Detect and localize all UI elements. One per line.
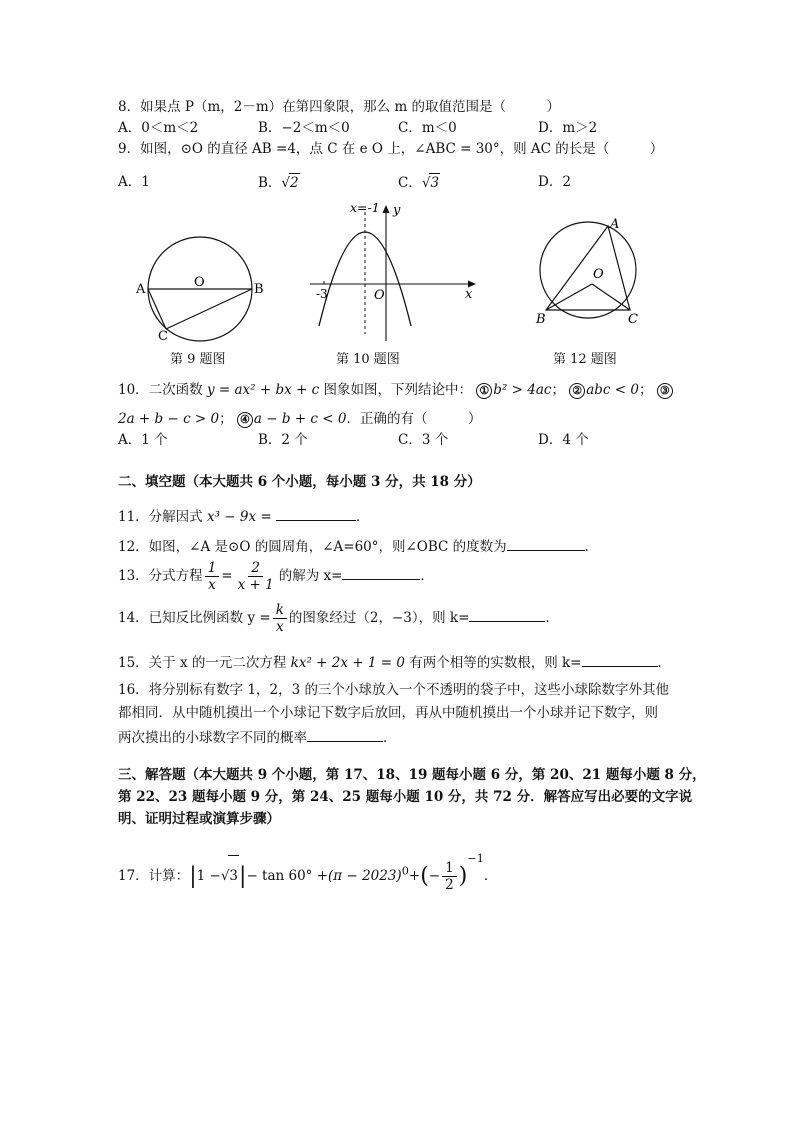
fig12-label-b: B	[536, 312, 546, 327]
q13-fraction-2-den: x + 1	[237, 577, 274, 593]
q13-pre: 13．分式方程	[118, 568, 203, 584]
q16-line3	[118, 727, 397, 747]
q8-option-b: B．−2＜m＜0	[258, 120, 350, 136]
q8-option-d: D．m＞2	[538, 120, 598, 136]
q10-mid: 图象如图，下列结论中：	[323, 382, 472, 398]
q13-fraction-1-den: x	[208, 577, 216, 593]
q10-option-d: D．4 个	[538, 432, 589, 448]
q14-pre: 14．已知反比例函数 y =	[118, 610, 271, 626]
fig12-label-c: C	[628, 312, 638, 327]
fig9-label-o: O	[194, 275, 205, 290]
q11-pre: 11．分解因式	[118, 509, 207, 525]
q17-paren: (π − 2023)	[328, 868, 402, 884]
q11-answer-blank[interactable]	[276, 506, 356, 521]
q15-pre: 15．关于 x 的一元二次方程	[118, 655, 291, 671]
q14-fraction-num: k	[273, 602, 287, 619]
q17-half	[442, 860, 457, 893]
q15-mid: 有两个相等的实数根，则 k=	[404, 655, 582, 671]
q9-text: 9．如图，⊙O 的直径 AB =4，点 C 在 e O 上，∠ABC = 30°，则 AC 的长是（ ）	[118, 141, 664, 157]
q17-abs-inner: 1 −	[196, 868, 221, 884]
q12-answer-blank[interactable]	[507, 536, 585, 551]
q9-option-c-radicand: 3	[430, 175, 440, 191]
q9-option-b-radicand: 2	[290, 175, 299, 191]
q17-paren-right: )	[458, 863, 468, 889]
fig10-label-axis: x=-1	[350, 200, 380, 215]
q13-fraction-1	[205, 560, 220, 593]
q17-half-den: 2	[445, 877, 454, 893]
q10-circled-3: ③	[657, 383, 673, 399]
q13-fraction-2	[235, 560, 277, 593]
q11-post: ．	[356, 509, 370, 525]
q8-option-c: C．m＜0	[398, 120, 457, 136]
q10-option-c: C．3 个	[398, 432, 449, 448]
fig9-caption: 第 9 题图	[170, 352, 226, 367]
fig9-label-c: C	[158, 329, 168, 344]
q10-lead: 10．二次函数	[118, 382, 203, 398]
q13-equals: =	[221, 568, 233, 584]
fig10-label-x: x	[465, 287, 473, 302]
q17-abs-right: |	[239, 863, 247, 889]
q17-abs-left: |	[189, 863, 197, 889]
section3-line2: 第 22、23 题每小题 9 分，第 24、25 题每小题 10 分，共 72 分．解答应写出必要的文字说	[118, 789, 693, 805]
q13-answer-blank[interactable]	[342, 565, 420, 580]
q17: 17．计算：$|1 -√3|- \tan 60^\circ +(\pi - 2023)^0+(-$ $\frac{1}{2}$ )$^{-1}$．	[118, 839, 497, 897]
q14	[118, 598, 559, 638]
q16-line1: 16．将分别标有数字 1，2，3 的三个小球放入一个不透明的袋子中，这些小球除数字外其他	[118, 682, 670, 698]
figure-12	[528, 214, 653, 332]
q13-post: ．	[420, 568, 434, 584]
q10-circled-1: ①	[476, 383, 492, 399]
q10-statement-3: 2a + b − c > 0	[118, 411, 220, 427]
q8-text: 8．如果点 P（m，2－m）在第四象限，那么 m 的取值范围是（ ）	[118, 99, 561, 115]
q17-post: ．	[483, 868, 498, 884]
q16-line2: 都相同．从中随机摸出一个小球记下数字后放回，再从中随机摸出一个小球并记下数字，则	[118, 705, 658, 721]
q14-fraction	[273, 602, 287, 635]
q8-option-a: A．0＜m＜2	[118, 120, 199, 136]
q9-option-d: D．2	[538, 174, 571, 190]
fig12-label-a: A	[610, 217, 620, 232]
q13-fraction-1-num: 1	[205, 560, 220, 577]
fig10-label-minus3: -3	[316, 287, 328, 301]
q17-paren-left: (	[420, 863, 429, 889]
q15-post: ．	[657, 655, 672, 671]
fig10-label-y: y	[393, 203, 401, 218]
q10-function: y = ax² + bx + c	[206, 382, 320, 398]
section3-line1: 三、解答题（本大题共 9 个小题，第 17、18、19 题每小题 6 分，第 20、21 题每小题 8 分，	[118, 767, 706, 783]
q9-option-a: A．1	[118, 174, 150, 190]
q15-answer-blank[interactable]	[582, 652, 658, 667]
q14-fraction-den: x	[275, 619, 284, 635]
q12-text: 12．如图，∠A 是⊙O 的圆周角，∠A=60°，则∠OBC 的度数为	[118, 539, 507, 555]
q10-tail: ．正确的有（ ）	[346, 411, 482, 427]
fig9-chord-ac	[148, 289, 166, 329]
q12	[118, 536, 598, 556]
fig9-label-b: B	[254, 282, 264, 297]
q10-option-b: B．2 个	[258, 432, 308, 448]
q10-option-a: A．1 个	[118, 432, 168, 448]
q13-mid: 的解为 x=	[278, 568, 343, 584]
q15-expression: kx² + 2x + 1 = 0	[290, 655, 405, 671]
q17-half-num: 1	[442, 860, 457, 877]
q10-circled-4: ④	[237, 412, 253, 428]
fig9-label-a: A	[136, 282, 146, 297]
q10-circled-2: ②	[569, 383, 585, 399]
fig12-caption: 第 12 题图	[553, 352, 617, 367]
figure-10	[300, 198, 485, 346]
q13	[118, 556, 434, 596]
fig12-label-o: O	[593, 267, 604, 282]
fig10-y-arrow	[383, 205, 390, 213]
fig10-caption: 第 10 题图	[336, 352, 400, 367]
q15	[118, 652, 671, 672]
q10-statement-2: abc < 0	[586, 382, 639, 398]
q10-line2: 2a + b − c > 0； ④ a − b + c < 0．正确的有（ ）	[118, 411, 482, 427]
section2-heading: 二、填空题（本大题共 6 个小题，每小题 3 分，共 18 分）	[118, 474, 481, 490]
q11	[118, 506, 370, 526]
fig12-triangle-abc	[546, 226, 630, 310]
q10-statement-4: a − b + c < 0	[253, 411, 347, 427]
q17-neg: −	[428, 868, 441, 884]
q12-post: ．	[584, 539, 599, 555]
q9-option-c-label: C．	[398, 175, 422, 191]
q10-statement-1: b² > 4ac	[493, 382, 552, 398]
q16-answer-blank[interactable]	[307, 727, 383, 742]
q17-sqrt3: 3	[228, 855, 239, 896]
section3-line3: 明、证明过程或演算步骤）	[118, 811, 280, 827]
q9-option-b: B．√2	[258, 175, 299, 191]
q17-pre: 17．计算：	[118, 868, 190, 884]
q13-fraction-2-num: 2	[248, 560, 263, 577]
figure-9	[130, 230, 270, 345]
q14-post: ．	[545, 610, 559, 626]
q9-option-b-label: B．	[258, 175, 282, 191]
q11-expression: x³ − 9x =	[206, 509, 272, 525]
q16-line3-text: 两次摸出的小球数字不同的概率	[118, 730, 307, 746]
q16-post: ．	[383, 730, 397, 746]
q14-mid: 的图象经过（2，−3），则 k=	[288, 610, 470, 626]
fig10-label-origin: O	[374, 288, 385, 303]
fig12-segment-ob	[546, 284, 592, 310]
q14-answer-blank[interactable]	[469, 607, 545, 622]
q17-tan: − tan 60° +	[246, 868, 329, 884]
q17-exponent-0: 0	[401, 864, 409, 878]
q10-line1: 10．二次函数 y = ax² + bx + c 图象如图，下列结论中： ① b² > 4ac； ② abc < 0； ③	[118, 381, 674, 399]
q17-exponent-neg1: −1	[467, 852, 484, 865]
q17-plus: +	[408, 868, 421, 884]
q9-option-c: C．√3	[398, 175, 440, 191]
